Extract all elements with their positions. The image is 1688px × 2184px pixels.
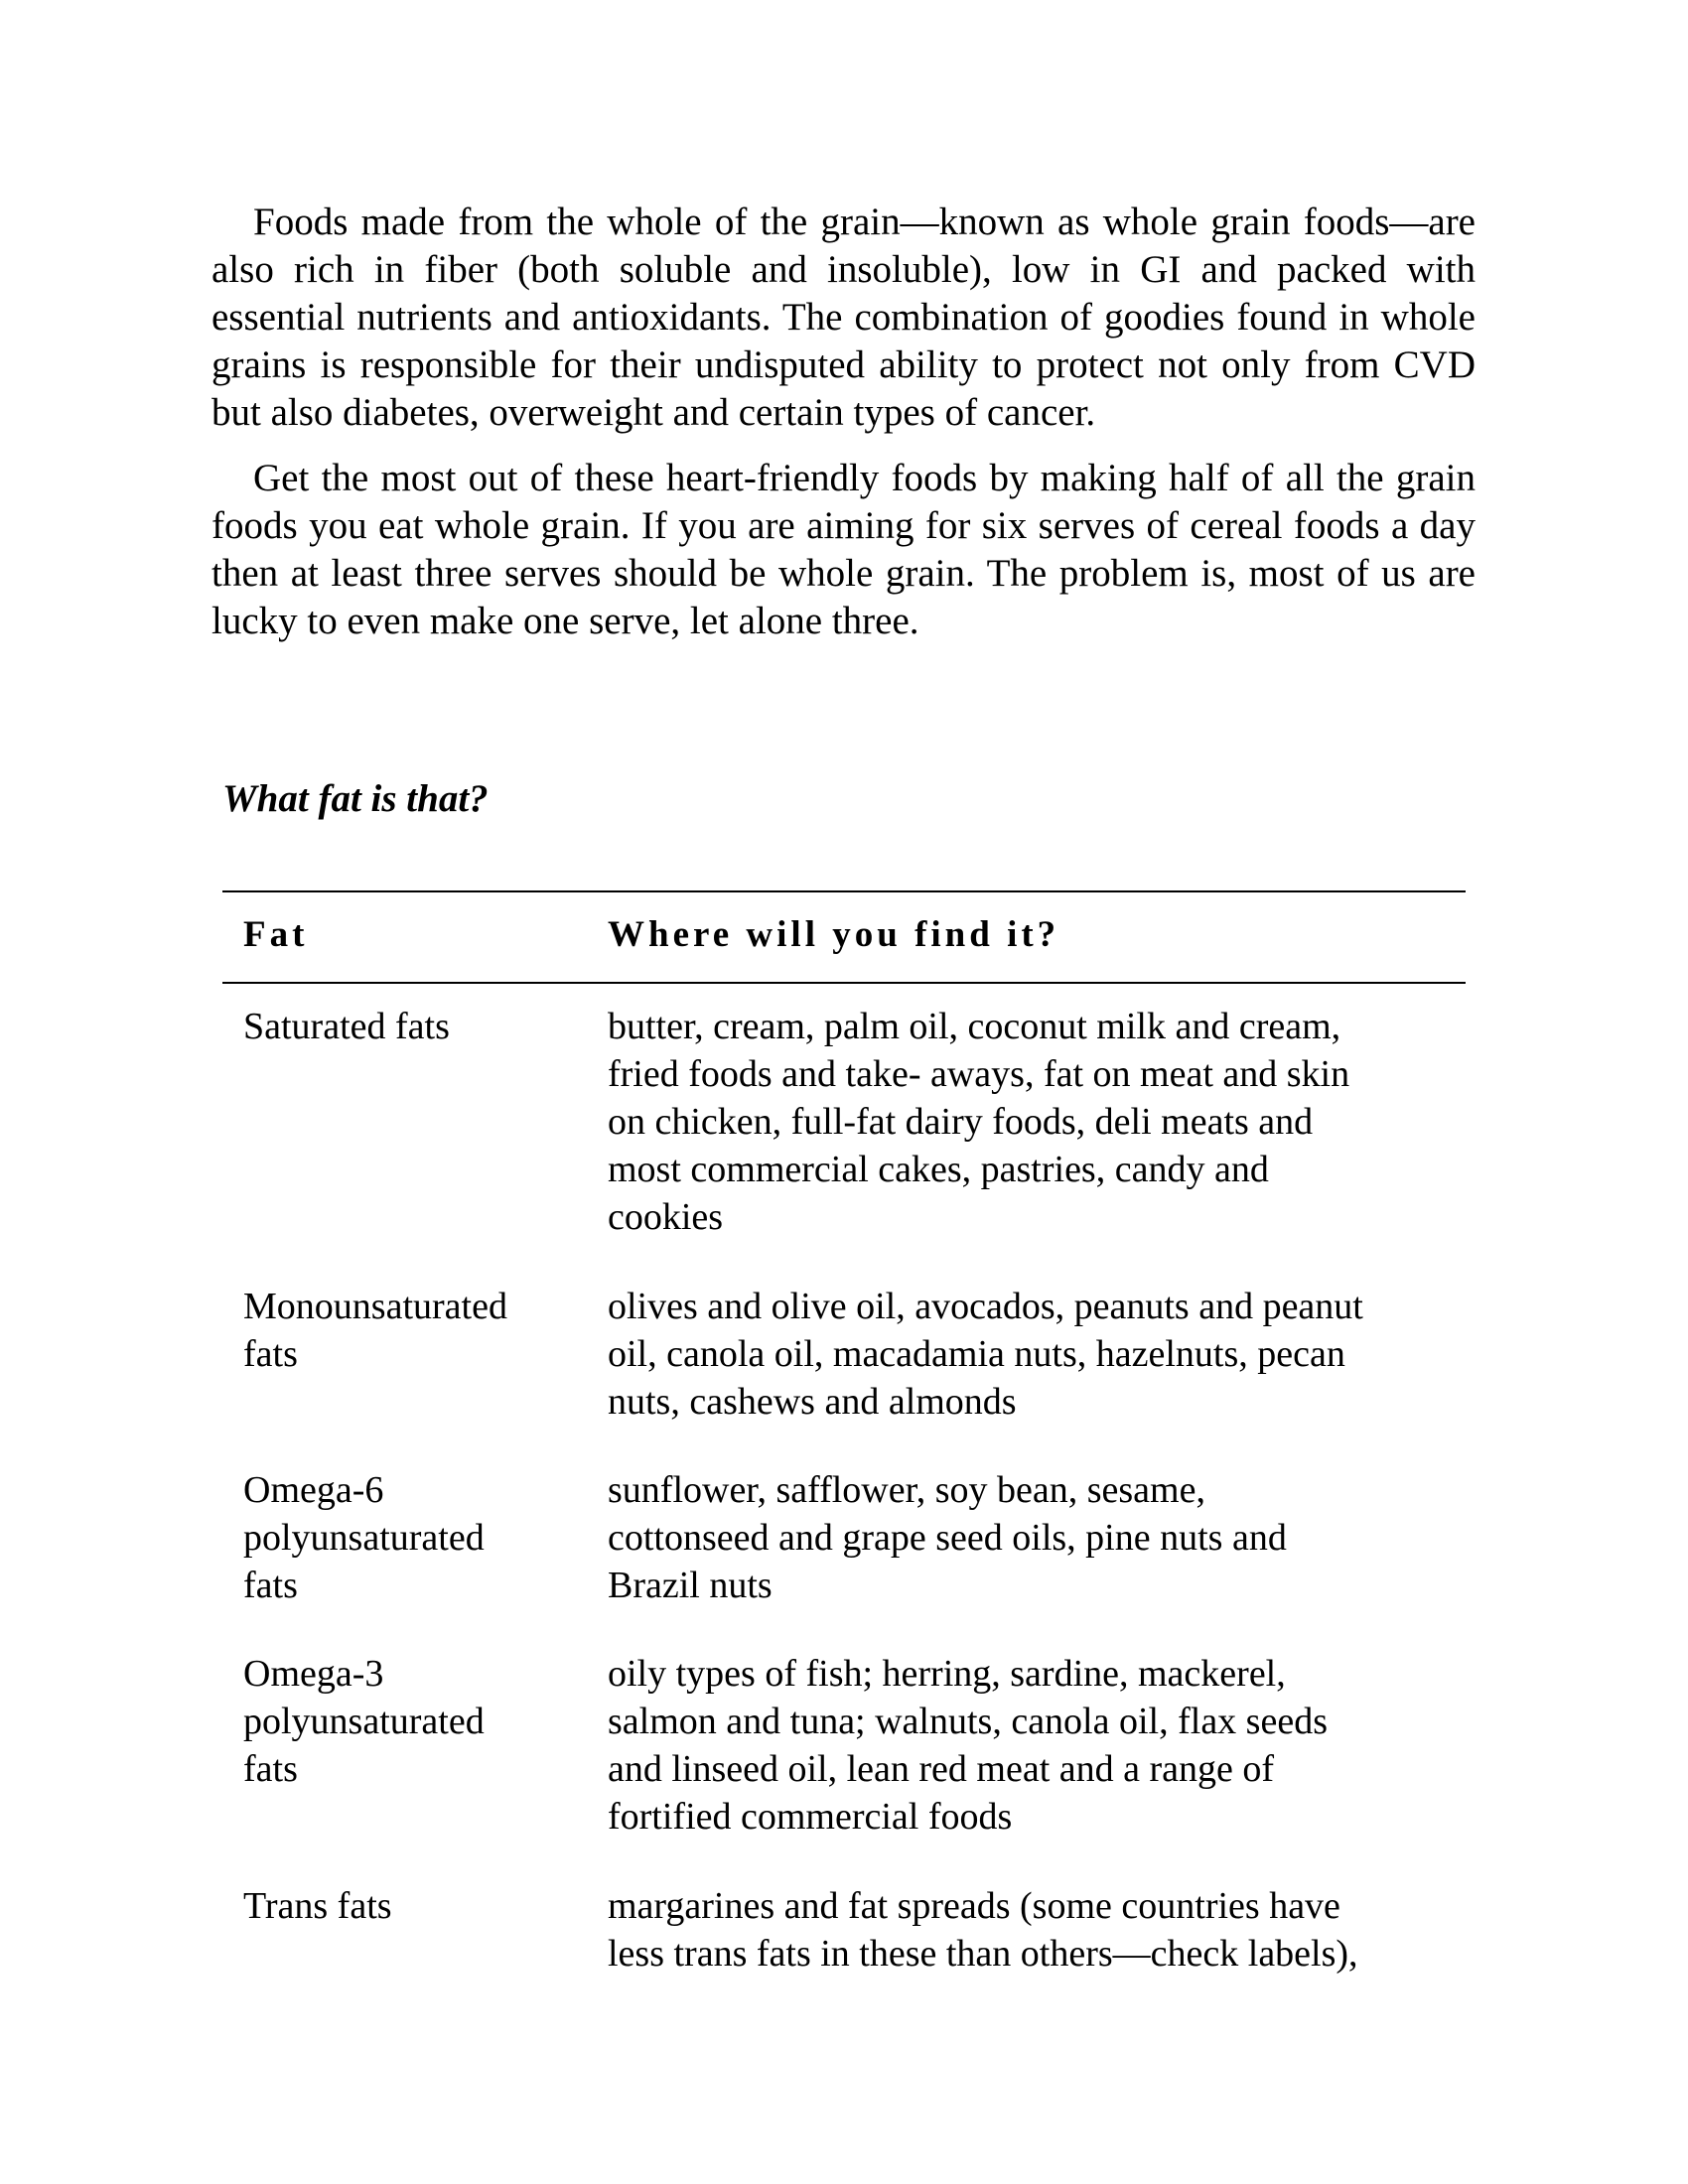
food-sources-line: butter, cream, palm oil, coconut milk and cream, bbox=[608, 1006, 1341, 1047]
food-sources-line: margarines and fat spreads (some countries have bbox=[608, 1885, 1340, 1927]
food-sources-line: salmon and tuna; walnuts, canola oil, flax seeds bbox=[608, 1701, 1328, 1742]
food-sources-line: fortified commercial foods bbox=[608, 1796, 1013, 1838]
fat-type-cell bbox=[243, 1283, 571, 1378]
fat-type-line: fats bbox=[243, 1333, 298, 1375]
fat-type-line: fats bbox=[243, 1748, 298, 1790]
fat-type-cell bbox=[243, 1003, 571, 1050]
fat-type-line: Saturated fats bbox=[243, 1006, 450, 1047]
table-top-rule bbox=[222, 890, 1466, 892]
food-sources-cell bbox=[608, 1283, 1452, 1426]
fat-type-cell bbox=[243, 1650, 571, 1793]
food-sources-cell bbox=[608, 1650, 1452, 1841]
fat-type-line: polyunsaturated bbox=[243, 1517, 485, 1559]
table-title: What fat is that? bbox=[222, 777, 489, 820]
food-sources-line: cookies bbox=[608, 1196, 724, 1238]
food-sources-line: most commercial cakes, pastries, candy and bbox=[608, 1149, 1269, 1190]
food-sources-line: oily types of fish; herring, sardine, mackerel, bbox=[608, 1653, 1286, 1695]
food-sources-line: on chicken, full-fat dairy foods, deli meats and bbox=[608, 1101, 1314, 1143]
fat-type-line: Omega-3 bbox=[243, 1653, 384, 1695]
food-sources-line: Brazil nuts bbox=[608, 1565, 773, 1606]
fat-type-line: Monounsaturated bbox=[243, 1286, 507, 1327]
fat-type-line: Omega-6 bbox=[243, 1469, 384, 1511]
paragraph-1-text: Foods made from the whole of the grain—known as whole grain foods—are also rich in fiber (both soluble and insoluble), low in GI and packed with essential nutrients and antioxidants. The combination of goodies found in whole grains is responsible for their undisputed ability to protect not only from CVD but also diabetes, overweight and certain types of cancer. bbox=[211, 201, 1476, 434]
food-sources-line: less trans fats in these than others—check labels), bbox=[608, 1933, 1358, 1975]
food-sources-line: and linseed oil, lean red meat and a range of bbox=[608, 1748, 1275, 1790]
food-sources-cell bbox=[608, 1882, 1452, 1978]
body-paragraph-1 bbox=[211, 199, 1476, 437]
column-header-fat: Fat bbox=[243, 914, 309, 955]
fat-type-line: polyunsaturated bbox=[243, 1701, 485, 1742]
body-paragraph-2 bbox=[211, 455, 1476, 645]
fat-type-cell bbox=[243, 1466, 571, 1609]
fat-type-line: Trans fats bbox=[243, 1885, 392, 1927]
food-sources-line: oil, canola oil, macadamia nuts, hazelnuts, pecan bbox=[608, 1333, 1345, 1375]
paragraph-2-text: Get the most out of these heart-friendly foods by making half of all the grain foods you eat whole grain. If you are aiming for six serves of cereal foods a day then at least three serves should be whole grain. The problem is, most of us are lucky to even make one serve, let alone three. bbox=[211, 457, 1476, 642]
fat-type-cell bbox=[243, 1882, 571, 1930]
food-sources-line: sunflower, safflower, soy bean, sesame, bbox=[608, 1469, 1205, 1511]
table-header-rule bbox=[222, 982, 1466, 984]
fat-type-line: fats bbox=[243, 1565, 298, 1606]
food-sources-cell bbox=[608, 1003, 1452, 1241]
food-sources-line: cottonseed and grape seed oils, pine nuts and bbox=[608, 1517, 1287, 1559]
food-sources-line: nuts, cashews and almonds bbox=[608, 1381, 1017, 1423]
food-sources-cell bbox=[608, 1466, 1452, 1609]
column-header-where: Where will you find it? bbox=[608, 914, 1060, 955]
food-sources-line: olives and olive oil, avocados, peanuts and peanut bbox=[608, 1286, 1363, 1327]
food-sources-line: fried foods and take- aways, fat on meat and skin bbox=[608, 1053, 1350, 1095]
